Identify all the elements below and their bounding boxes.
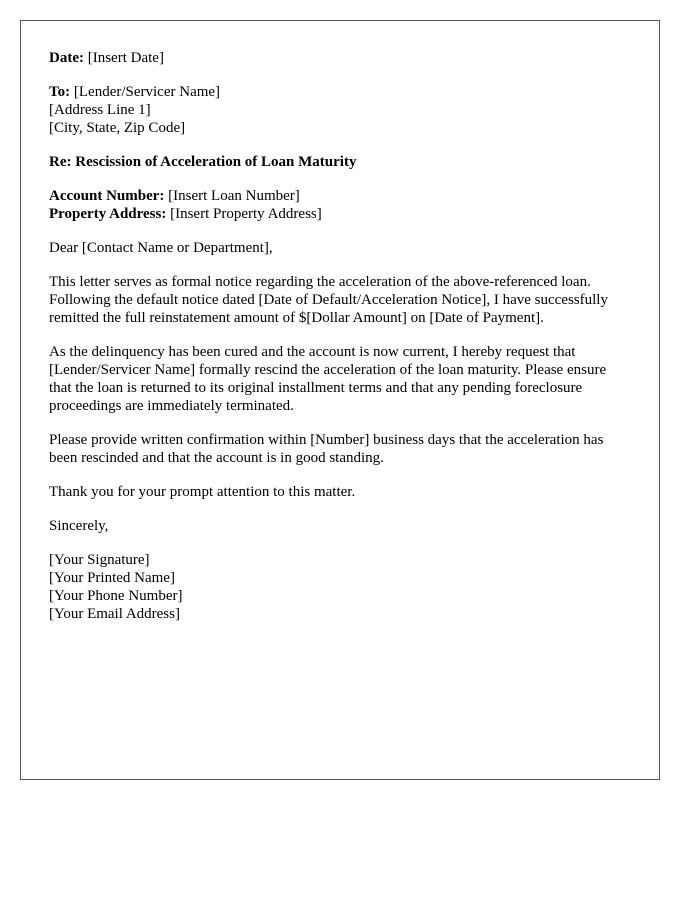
subject-line: Re: Rescission of Acceleration of Loan Maturity xyxy=(49,154,357,170)
body-paragraph: Please provide written confirmation within [Number] business days that the acceleration has been rescinded and that the account is in good standing. xyxy=(49,432,604,466)
recipient-block: To: [Lender/Servicer Name] [Address Line 1] [City, State, Zip Code] xyxy=(49,84,221,136)
signature-block: [Your Signature] [Your Printed Name] [Your Phone Number] [Your Email Address] xyxy=(49,552,183,622)
body-paragraph: As the delinquency has been cured and the account is now current, I hereby request that [Lender/Servicer Name] formally rescind the acceleration of the loan maturity. Please ensure that the loan is returned to its original installment terms and that any pending foreclosure proceedings are immediately terminated. xyxy=(49,344,607,414)
account-block: Account Number: [Insert Loan Number] Property Address: [Insert Property Address] xyxy=(49,188,322,222)
salutation: Dear [Contact Name or Department], xyxy=(49,240,273,256)
closing: Sincerely, xyxy=(49,518,109,534)
date-line: Date: [Insert Date] xyxy=(49,50,164,66)
body-paragraph: Thank you for your prompt attention to this matter. xyxy=(49,484,356,500)
letter-page xyxy=(20,20,660,780)
body-paragraph: This letter serves as formal notice regarding the acceleration of the above-referenced loan. Following the default notice dated [Date of Default/Acceleration Notice], I have successfully remitted the full reinstatement amount of $[Dollar Amount] on [Date of Payment]. xyxy=(49,274,608,326)
